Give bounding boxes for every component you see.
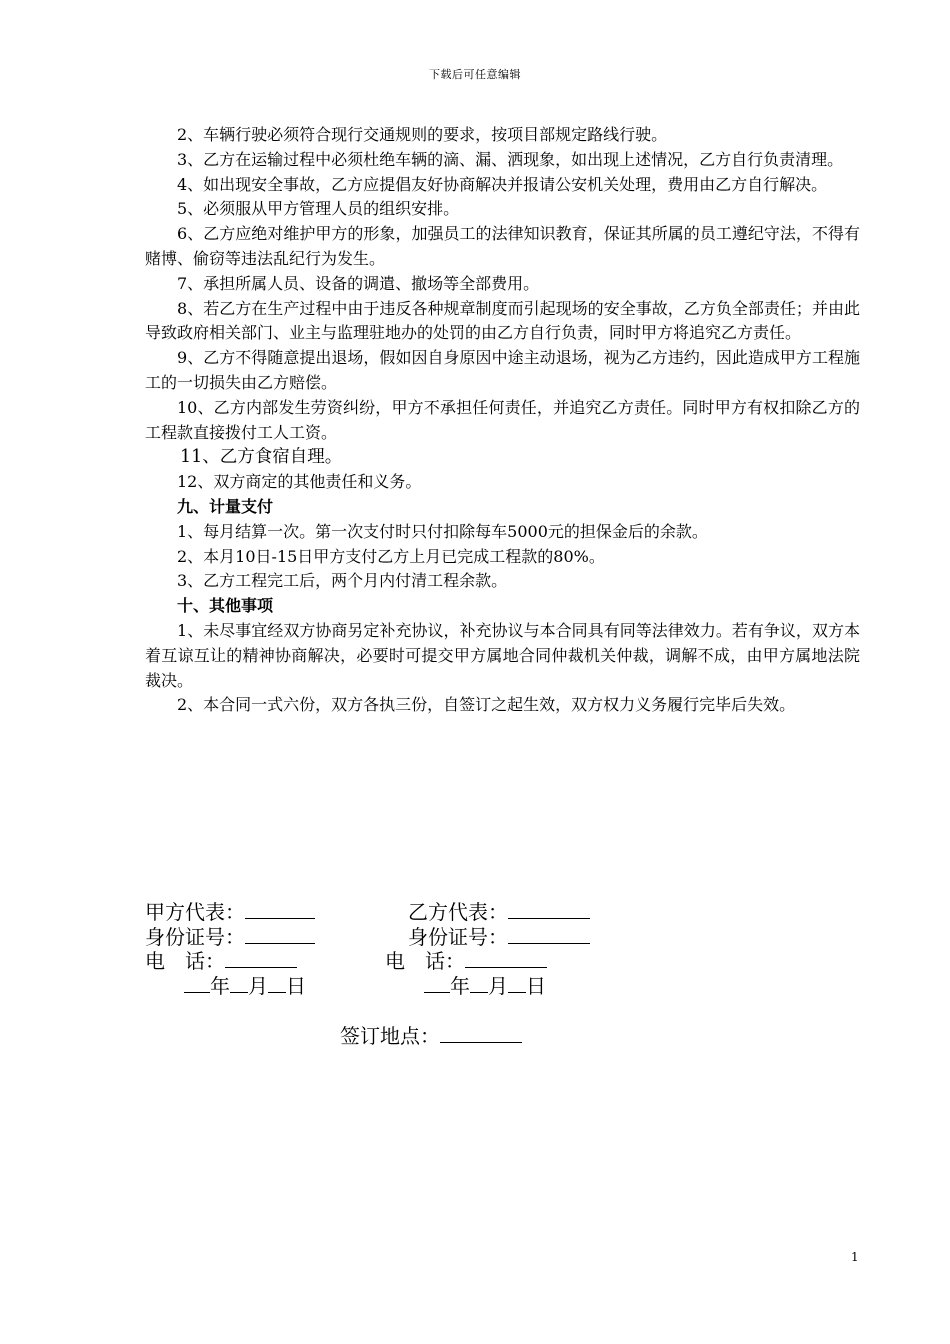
party-b-phone — [385, 949, 547, 973]
party-a-day-label: 日 — [286, 974, 306, 998]
signing-place-blank — [440, 1024, 522, 1043]
clause-paragraph: 4、如出现安全事故，乙方应提倡友好协商解决并报请公安机关处理，费用由乙方自行解决。 — [177, 174, 828, 194]
clause-paragraph: 8、若乙方在生产过程中由于违反各种规章制度而引起现场的安全事故，乙方负全部责任；并由此导致政府相关部门、业主与监理驻地办的处罚的由乙方自行负责，同时甲方将追究乙方责任。 — [145, 298, 860, 343]
signing-place-label: 签订地点： — [340, 1024, 440, 1048]
party-b-day-label: 日 — [526, 974, 546, 998]
clause-paragraph: 3、乙方在运输过程中必须杜绝车辆的滴、漏、洒现象，如出现上述情况，乙方自行负责清理。 — [177, 149, 844, 169]
section-heading: 十、其他事项 — [177, 596, 274, 616]
party-b-id-blank — [508, 925, 590, 944]
party-b-date — [424, 974, 546, 998]
party-a-id-blank — [245, 925, 315, 944]
clause-paragraph: 12、双方商定的其他责任和义务。 — [177, 472, 422, 492]
party-b-id-label: 身份证号： — [408, 925, 508, 949]
party-a-month-blank — [230, 974, 248, 993]
party-a-rep-blank — [245, 900, 315, 919]
clause-paragraph: 3、乙方工程完工后，两个月内付清工程余款。 — [177, 571, 508, 591]
party-b-rep-blank — [508, 900, 590, 919]
clause-paragraph: 10、乙方内部发生劳资纠纷，甲方不承担任何责任，并追究乙方责任。同时甲方有权扣除乙方的工程款直接拨付工人工资。 — [145, 397, 860, 442]
clause-paragraph: 2、本月10日-15日甲方支付乙方上月已完成工程款的80%。 — [177, 546, 605, 566]
party-a-id-number — [145, 925, 315, 949]
clause-paragraph: 2、车辆行驶必须符合现行交通规则的要求，按项目部规定路线行驶。 — [177, 125, 668, 144]
clause-paragraph: 2、本合同一式六份，双方各执三份，自签订之起生效，双方权力义务履行完毕后失效。 — [177, 695, 796, 715]
party-b-year-label: 年 — [450, 974, 470, 998]
party-b-rep-label: 乙方代表： — [408, 900, 508, 924]
party-b-month-label: 月 — [488, 974, 508, 998]
clause-paragraph: 1、未尽事宜经双方协商另定补充协议，补充协议与本合同具有同等法律效力。若有争议，双方本着互谅互让的精神协商解决，必要时可提交甲方属地合同仲裁机关仲裁，调解不成，由甲方属地法院裁决。 — [145, 620, 860, 690]
party-a-year-blank — [184, 974, 210, 993]
party-a-day-blank — [268, 974, 286, 993]
signing-place — [340, 1024, 522, 1048]
party-a-date — [184, 974, 306, 998]
contract-body — [145, 123, 860, 718]
clause-paragraph: 11、乙方食宿自理。 — [180, 447, 343, 468]
section-heading: 九、计量支付 — [177, 496, 274, 516]
party-b-phone-label: 电 话： — [385, 949, 465, 973]
party-b-id-number — [408, 925, 590, 949]
page-number: 1 — [851, 1250, 859, 1264]
party-b-month-blank — [470, 974, 488, 993]
party-a-rep-label: 甲方代表： — [145, 900, 245, 924]
clause-paragraph: 9、乙方不得随意提出退场，假如因自身原因中途主动退场，视为乙方违约，因此造成甲方工程施工的一切损失由乙方赔偿。 — [145, 348, 860, 392]
clause-paragraph: 5、必须服从甲方管理人员的组织安排。 — [177, 199, 460, 219]
party-b-phone-blank — [465, 949, 547, 968]
party-a-id-label: 身份证号： — [145, 925, 245, 949]
party-a-phone-blank — [225, 949, 297, 968]
clause-paragraph: 7、承担所属人员、设备的调遣、撤场等全部费用。 — [177, 273, 540, 293]
clause-paragraph: 6、乙方应绝对维护甲方的形象，加强员工的法律知识教育，保证其所属的员工遵纪守法，不得有赌博、偷窃等违法乱纪行为发生。 — [145, 224, 860, 268]
party-b-year-blank — [424, 974, 450, 993]
party-a-year-label: 年 — [210, 974, 230, 998]
party-a-representative — [145, 900, 315, 924]
party-a-phone-label: 电 话： — [145, 949, 225, 973]
party-a-phone — [145, 949, 297, 973]
party-b-day-blank — [508, 974, 526, 993]
clause-paragraph: 1、每月结算一次。第一次支付时只付扣除每车5000元的担保金后的余款。 — [177, 521, 708, 541]
party-b-representative — [408, 900, 590, 924]
party-a-month-label: 月 — [248, 974, 268, 998]
page-header-note: 下载后可任意编辑 — [429, 68, 521, 81]
